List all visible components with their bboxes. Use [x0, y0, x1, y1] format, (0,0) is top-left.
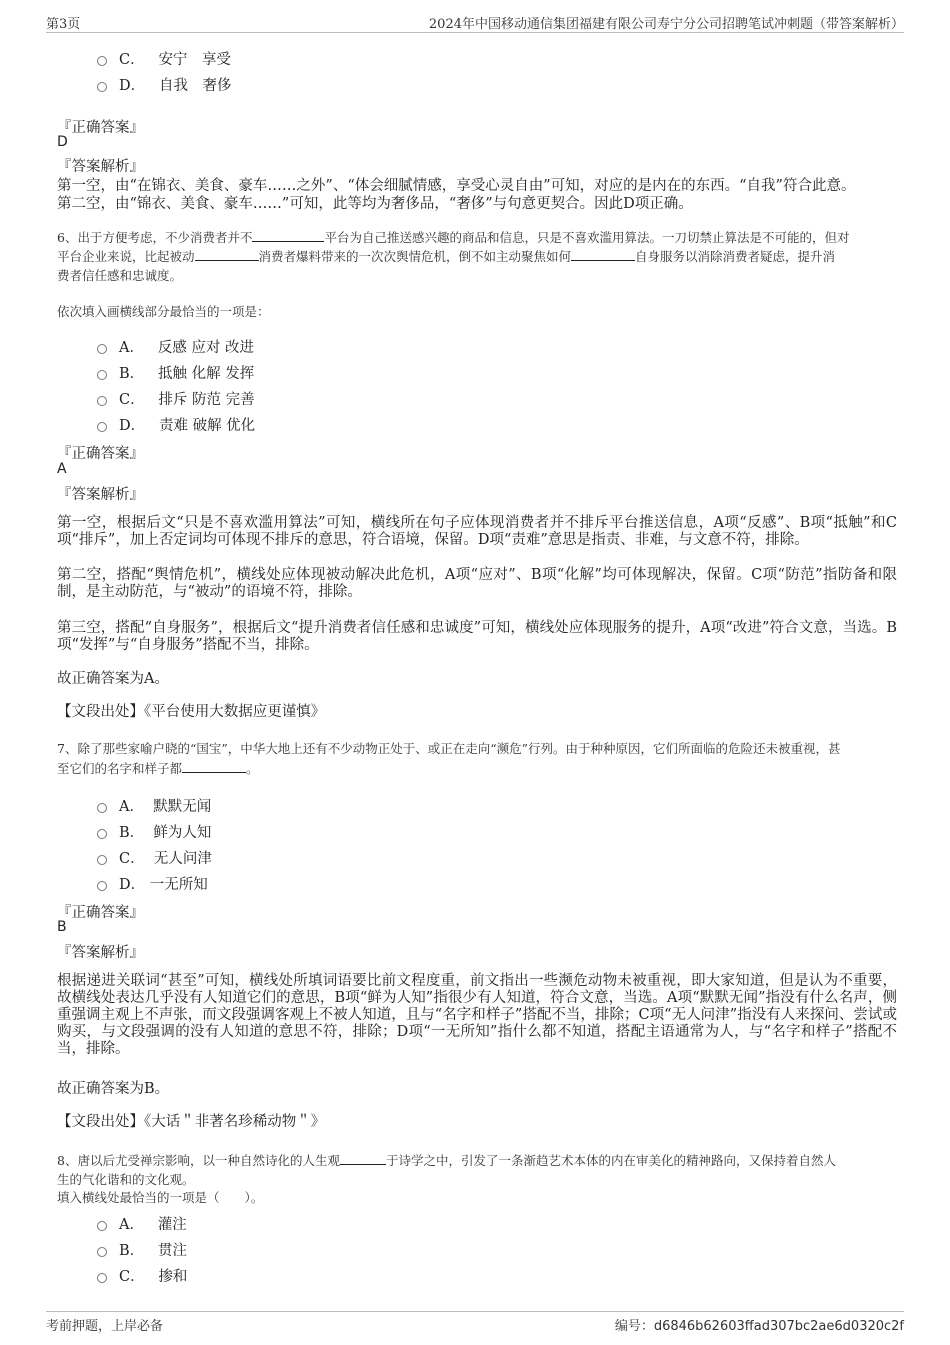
analysis-label: 『答案解析』 [57, 159, 144, 175]
analysis-conclusion: 故正确答案为B。 [57, 1081, 170, 1097]
option-c[interactable]: C． 排斥 防范 完善 [97, 388, 255, 409]
answer-label: 『正确答案』 [57, 120, 144, 136]
blank-line [340, 1152, 386, 1165]
radio-icon[interactable] [97, 370, 107, 380]
footer-slogan: 考前押题，上岸必备 [46, 1319, 164, 1334]
blank-line [195, 248, 259, 261]
radio-icon[interactable] [97, 803, 107, 813]
option-c[interactable]: C． 安宁 享受 [97, 48, 231, 69]
question-6-prompt: 依次填入画横线部分最恰当的一项是： [57, 304, 270, 319]
question-8-prompt: 填入横线处最恰当的一项是（ ）。 [57, 1190, 264, 1205]
answer-value: B [57, 919, 67, 935]
option-d[interactable]: D． 一无所知 [97, 873, 208, 894]
blank-line [571, 248, 635, 261]
question-8-text: 生的气化谐和的文化观。 [57, 1172, 195, 1187]
source-citation: 【文段出处】《平台使用大数据应更谨慎》 [57, 704, 326, 720]
question-6-text: 6、出于方便考虑，不少消费者并不 平台为自己推送感兴趣的商品和信息，只是不喜欢滥用算法。一刀切禁止算法是不可能的，但对 [57, 230, 850, 245]
analysis-paragraph: 第二空，搭配“舆情危机”，横线处应体现被动解决此危机，A项“应对”、B项“化解”均可体现解决，保留。C项“防范”指防备和限制，是主动防范，与“被动”的语境不符，排除。 [57, 567, 897, 600]
question-6-text: 平台企业来说，比起被动 消费者爆料带来的一次次舆情危机，倒不如主动聚焦如何 自身服务以消除消费者疑虑，提升消 [57, 249, 836, 264]
analysis-line: 第二空，由“锦衣、美食、豪车……”可知，此等均为奢侈品，“奢侈”与句意更契合。因此D项正确。 [57, 196, 693, 212]
analysis-label: 『答案解析』 [57, 487, 144, 503]
option-a[interactable]: A． 默默无闻 [97, 795, 211, 816]
radio-icon[interactable] [97, 1221, 107, 1231]
page-number: 第3页 [46, 17, 81, 32]
source-citation: 【文段出处】《大话＂非著名珍稀动物＂》 [57, 1114, 326, 1130]
radio-icon[interactable] [97, 56, 107, 66]
radio-icon[interactable] [97, 1273, 107, 1283]
radio-icon[interactable] [97, 344, 107, 354]
blank-line [252, 229, 324, 242]
radio-icon[interactable] [97, 829, 107, 839]
header-divider [46, 32, 904, 33]
footer-divider [46, 1311, 904, 1312]
radio-icon[interactable] [97, 82, 107, 92]
radio-icon[interactable] [97, 855, 107, 865]
radio-icon[interactable] [97, 422, 107, 432]
option-a[interactable]: A． 灌注 [97, 1213, 187, 1234]
option-c[interactable]: C． 无人问津 [97, 847, 212, 868]
answer-label: 『正确答案』 [57, 446, 144, 462]
question-6-text: 费者信任感和忠诚度。 [57, 268, 183, 283]
question-7-text: 7、除了那些家喻户晓的“国宝”，中华大地上还有不少动物正处于、或正在走向“濒危”行列。由于种种原因，它们所面临的危险还未被重视，甚 [57, 741, 841, 756]
option-b[interactable]: B． 鲜为人知 [97, 821, 211, 842]
radio-icon[interactable] [97, 396, 107, 406]
option-d[interactable]: D． 责难 破解 优化 [97, 414, 255, 435]
analysis-line: 第一空，由“在锦衣、美食、豪车……之外”、“体会细腻情感，享受心灵自由”可知，对应的是内在的东西。“自我”符合此意。 [57, 178, 856, 194]
option-c[interactable]: C． 掺和 [97, 1265, 187, 1286]
analysis-label: 『答案解析』 [57, 945, 144, 961]
document-title: 2024年中国移动通信集团福建有限公司寿宁分公司招聘笔试冲刺题（带答案解析） [428, 17, 904, 32]
option-b[interactable]: B． 贯注 [97, 1239, 187, 1260]
analysis-conclusion: 故正确答案为A。 [57, 671, 169, 687]
question-8-text: 8、唐以后尤受禅宗影响，以一种自然诗化的人生观 于诗学之中，引发了一条渐趋艺术本体的内在审美化的精神路向，又保持着自然人 [57, 1153, 836, 1168]
option-a[interactable]: A． 反感 应对 改进 [97, 336, 254, 357]
option-d[interactable]: D． 自我 奢侈 [97, 74, 231, 95]
answer-value: D [57, 134, 68, 150]
analysis-paragraph: 第三空，搭配“自身服务”，根据后文“提升消费者信任感和忠诚度”可知，横线处应体现服务的提升，A项“改进”符合文意，当选。B项“发挥”与“自身服务”搭配不当，排除。 [57, 620, 897, 653]
radio-icon[interactable] [97, 881, 107, 891]
answer-label: 『正确答案』 [57, 905, 144, 921]
document-code: 编号：d6846b62603ffad307bc2ae6d0320c2f [614, 1319, 904, 1334]
answer-value: A [57, 461, 67, 477]
radio-icon[interactable] [97, 1247, 107, 1257]
analysis-paragraph: 第一空，根据后文“只是不喜欢滥用算法”可知，横线所在句子应体现消费者并不排斥平台推送信息，A项“反感”、B项“抵触”和C项“排斥”，加上否定词均可体现不排斥的意思，符合语境，保留。D项“责难”意思是指责、非难，与文意不符，排除。 [57, 515, 897, 548]
analysis-paragraph: 根据递进关联词“甚至”可知，横线处所填词语要比前文程度重，前文指出一些濒危动物未被重视，即大家知道，但是认为不重要，故横线处表达几乎没有人知道它们的意思，B项“鲜为人知”指很少有人知道，符合文意，当选。A项“默默无闻”指没有什么名声，侧重强调主观上不声张，而文段强调客观上不被人知道，且与“名字和样子”搭配不当，排除；C项“无人问津”指没有人来探问、尝试或购买，与文段强调的没有人知道的意思不符，排除；D项“一无所知”指什么都不知道，搭配主语通常为人，与“名字和样子”搭配不当，排除。 [57, 973, 897, 1057]
question-7-text: 至它们的名字和样子都 。 [57, 761, 259, 776]
blank-line [182, 760, 246, 773]
option-b[interactable]: B． 抵触 化解 发挥 [97, 362, 254, 383]
